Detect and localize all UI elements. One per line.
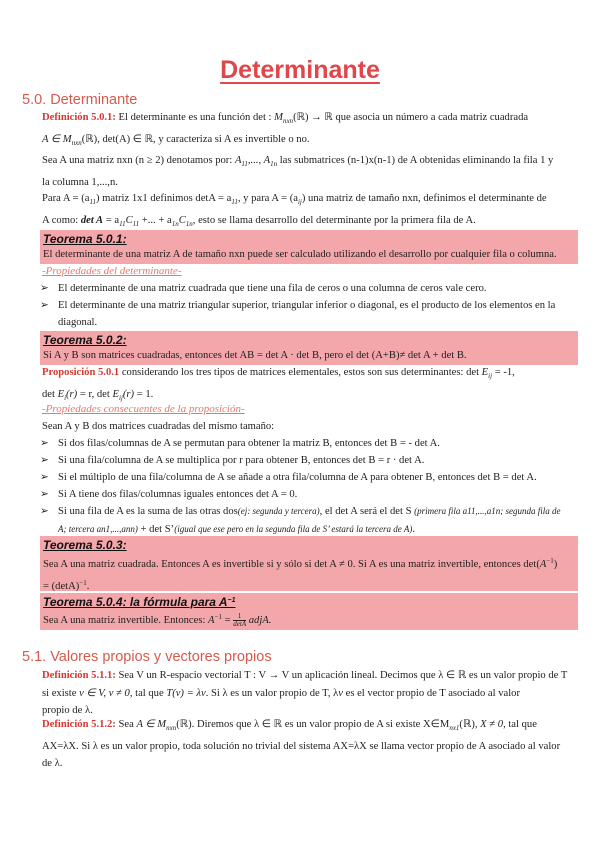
arrow-bullet-icon: ➢ <box>40 472 49 483</box>
arrow-bullet-icon: ➢ <box>40 283 49 294</box>
list-item: ➢ Si A tiene dos filas/columnas iguales entonces det A = 0. <box>40 486 580 504</box>
properties-heading: -Propiedades del determinante- <box>42 265 182 277</box>
fraction: 1 detA <box>233 612 247 629</box>
proposition-label: Proposición 5.0.1 <box>42 367 120 378</box>
arrow-bullet-icon: ➢ <box>40 506 49 517</box>
theorem-5-0-2-box <box>40 331 578 365</box>
theorem-5-0-1-box <box>40 230 578 264</box>
list-item: ➢ El determinante de una matriz cuadrada que tiene una fila de ceros o una columna de ceros vale cero. <box>40 280 580 298</box>
theorem-title: Teorema 5.0.1: <box>43 232 127 246</box>
definition-label: Definición 5.0.1: <box>42 112 116 123</box>
paragraph-definition-det: Para $A = (a_{11})$ matriz 1x1 definimos $\det A = a_{11}$, y para $A = (a_{ij})$ una matriz de tamaño nxn, definimos el determinante de A como: $\det A = a_{11}C_{11}$ +... + $a_{1n}C_{1n}$, esto se llama desarrollo del determinante por la primera fila de A. <box>42 193 547 228</box>
consequent-properties-heading: -Propiedades consecuentes de la proposición- <box>42 403 245 415</box>
proposition-5-0-1: Proposición 5.0.1 considerando los tres tipos de matrices elementales, estos son sus determinantes: $\det E_{ij} = -1$, $\det E_i(r) = r$, $\det E_{ij}(r) = 1$. <box>42 367 515 402</box>
list-item: ➢ Si el múltiplo de una fila/columna de A se añade a otra fila/columna de A para obtener B, entonces det B = det A. <box>40 469 580 487</box>
theorem-5-0-3-box <box>40 536 578 591</box>
list-item: ➢ El determinante de una matriz triangular superior, triangular inferior o diagonal, es el producto de los elementos en la <box>40 297 580 315</box>
list-item: ➢ Si dos filas/columnas de A se permutan para obtener la matriz B, entonces det B = - det A. <box>40 435 580 453</box>
section-heading-determinante: 5.0. Determinante <box>22 92 138 108</box>
definition-5-0-1: Definición 5.0.1: El determinante es una función det : $M_{nxn}(ℝ)$ → ℝ que asocia un número a cada matriz cuadrada A ∈ $M_{nxn}(ℝ)$, det(A) ∈ ℝ, y caracteriza si A es invertible o no. <box>42 112 529 147</box>
definition-5-1-1: Definición 5.1.1: Sea V un R-espacio vectorial T : V → V un aplicación lineal. Decimos que λ ∈ ℝ es un valor propio de T si existe v ∈ V, v ≠ 0, tal que T(v) = λv. Si λ es un valor propio de T, λv es el vector propio de T asociado al valor propio de λ. <box>42 670 568 716</box>
paragraph-submatrices: Sea A una matriz nxn (n ≥ 2) denotamos por: $A_{11}$,..., $A_{1n}$ las submatrices (n-1)x(n-1) de A obtenidas eliminando la fila 1 y la columna 1,...,n. <box>42 155 554 188</box>
definition-label: Definición 5.1.2: <box>42 719 116 730</box>
consequent-intro: Sean A y B dos matrices cuadradas del mismo tamaño: <box>42 421 275 432</box>
list-item: ➢ Si una fila/columna de A se multiplica por r para obtener B, entonces det B = r · det A. <box>40 452 580 470</box>
definition-label: Definición 5.1.1: <box>42 670 116 681</box>
theorem-body: Si A y B son matrices cuadradas, entonces det AB = det A · det B, pero el det (A+B)≠ det A + det B. <box>43 350 467 361</box>
arrow-bullet-icon: ➢ <box>40 300 49 311</box>
theorem-body: Sea A una matriz cuadrada. Entonces A es invertible si y sólo si det A ≠ 0. Si A es una matriz invertible, entonces $\det(A^{-1})$ = $(\det A)^{-1}$. <box>43 557 558 592</box>
theorem-body: El determinante de una matriz A de tamaño nxn puede ser calculado utilizando el desarrollo por cualquier fila o columna. <box>43 249 557 260</box>
page-title: Determinante <box>220 56 380 84</box>
theorem-body: Sea A una matriz invertible. Entonces: $A^{-1}$ = 1 detA adjA. <box>43 612 272 629</box>
list-item-continuation: diagonal. <box>58 317 98 328</box>
theorem-title: Teorema 5.0.4: la fórmula para $A^{-1}$ <box>43 595 236 609</box>
list-item: ➢ Si una fila de A es la suma de las otras dos(ej: segunda y tercera), el det A será el det S (primera fila a11,...,a1n; segunda fila de A; tercera an1,...,ann) + det S’(igual que ese pero en la segunda fila de S’ estará la tercera de A). <box>40 503 580 538</box>
arrow-bullet-icon: ➢ <box>40 438 49 449</box>
definition-5-1-2: Definición 5.1.2: Sea A ∈ $M_{nxn}(ℝ)$. Diremos que λ ∈ ℝ es un valor propio de A si existe $X\in M_{nx1}(ℝ)$, X ≠ 0, tal que AX=λX. Si λ es un valor propio, toda solución no trivial del sistema AX=λX se llama vector propio de A asociado al valor de λ. <box>42 719 561 769</box>
section-heading-valores-propios: 5.1. Valores propios y vectores propios <box>22 649 272 665</box>
arrow-bullet-icon: ➢ <box>40 455 49 466</box>
theorem-title: Teorema 5.0.3: <box>43 538 127 552</box>
arrow-bullet-icon: ➢ <box>40 489 49 500</box>
theorem-5-0-4-box <box>40 593 578 630</box>
theorem-title: Teorema 5.0.2: <box>43 333 127 347</box>
